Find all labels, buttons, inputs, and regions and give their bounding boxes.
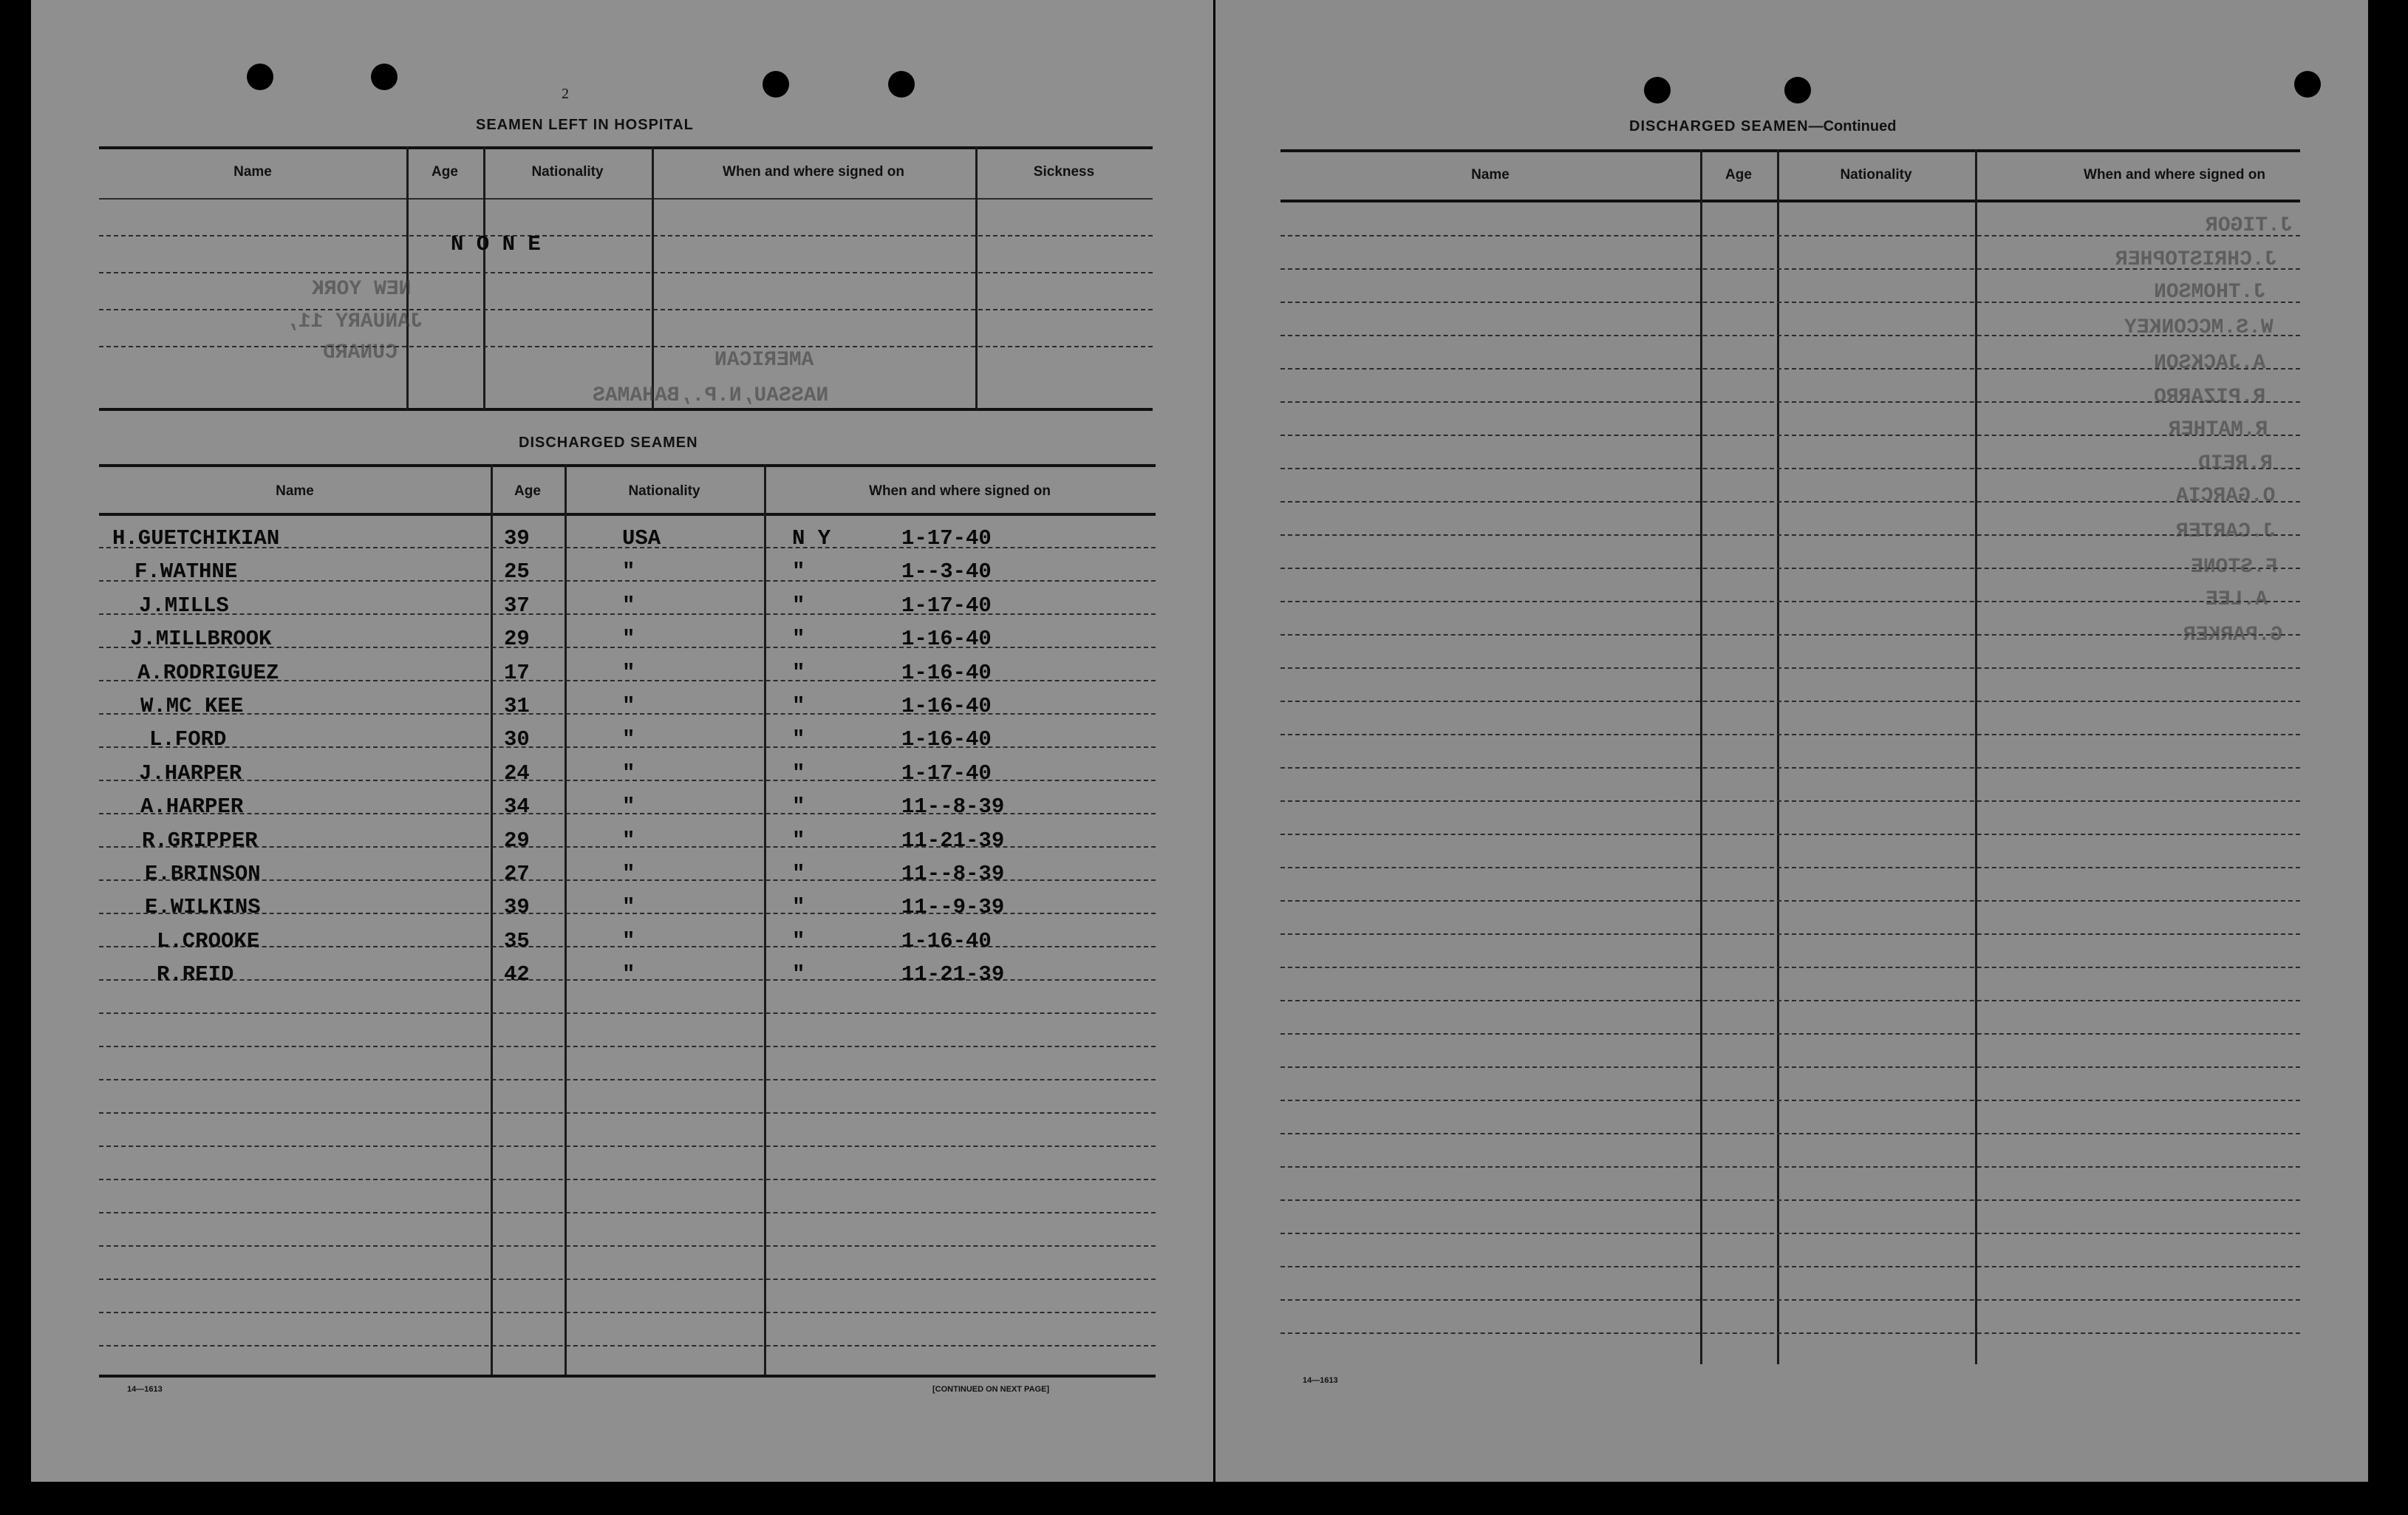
right-page xyxy=(1215,0,2368,1482)
ruled-line xyxy=(1280,867,2300,868)
ruled-line xyxy=(1280,1166,2300,1168)
seaman-nationality: " xyxy=(622,828,635,853)
seaman-nationality: " xyxy=(622,794,635,820)
punch-hole xyxy=(1784,77,1811,103)
signed-on-place: " xyxy=(792,660,805,685)
ruled-line xyxy=(1280,235,2300,236)
column-header-name: Name xyxy=(276,483,314,499)
column-divider xyxy=(565,464,567,1378)
table-rule xyxy=(99,346,1153,347)
seaman-age: 34 xyxy=(504,794,530,820)
ruled-line xyxy=(1280,1033,2300,1035)
table-rule xyxy=(99,198,1153,200)
ruled-line xyxy=(1280,767,2300,769)
ruled-line xyxy=(1280,1266,2300,1267)
ruled-line xyxy=(99,1312,1156,1313)
signed-on-place: " xyxy=(792,694,805,718)
ruled-line xyxy=(1280,900,2300,902)
ruled-line xyxy=(99,1345,1156,1347)
signed-on-date: 1-17-40 xyxy=(901,526,992,551)
seaman-name: A.RODRIGUEZ xyxy=(137,660,279,685)
column-header-name: Name xyxy=(233,164,272,180)
ruled-line xyxy=(1280,401,2300,403)
bleed-through-text: J.CARTER xyxy=(2176,520,2276,543)
seaman-name: L.CROOKE xyxy=(157,928,260,953)
seaman-age: 39 xyxy=(504,526,530,551)
column-divider xyxy=(1975,149,1977,1364)
ruled-line xyxy=(1280,1199,2300,1201)
bleed-through-text: NASSAU,N.P.,BAHAMAS xyxy=(593,384,829,407)
punch-hole xyxy=(1644,77,1671,103)
seaman-nationality: USA xyxy=(622,526,661,551)
ruled-line xyxy=(1280,800,2300,802)
ruled-line xyxy=(1280,534,2300,536)
column-divider xyxy=(652,146,654,409)
table-rule xyxy=(99,464,1156,467)
column-divider xyxy=(491,464,493,1378)
punch-hole xyxy=(888,71,915,98)
table-rule xyxy=(1280,149,2300,152)
bleed-through-text: CUNARD xyxy=(323,341,398,364)
signed-on-place: " xyxy=(792,760,805,786)
seaman-nationality: " xyxy=(622,627,635,652)
left-page xyxy=(31,0,1213,1482)
column-header-age: Age xyxy=(1725,167,1752,183)
seaman-nationality: " xyxy=(622,727,635,752)
continued-note: [CONTINUED ON NEXT PAGE] xyxy=(932,1385,1050,1394)
bleed-through-text: A.LEE xyxy=(2206,588,2268,611)
column-header-signed-on: When and where signed on xyxy=(2084,167,2265,183)
column-divider xyxy=(1700,149,1702,1364)
signed-on-date: 1-16-40 xyxy=(901,627,992,652)
column-header-name: Name xyxy=(1471,167,1510,183)
table-rule xyxy=(99,513,1156,516)
table-rule xyxy=(99,1375,1156,1378)
ruled-line xyxy=(99,1112,1156,1114)
seaman-name: J.HARPER xyxy=(139,760,242,786)
ruled-line xyxy=(1280,1332,2300,1334)
ruled-line xyxy=(1280,634,2300,636)
ruled-line xyxy=(99,1079,1156,1080)
hospital-section-title: SEAMEN LEFT IN HOSPITAL xyxy=(476,117,694,133)
bleed-through-text: A.JACKSON xyxy=(2154,352,2266,375)
seaman-name: W.MC KEE xyxy=(140,694,244,718)
signed-on-date: 11--9-39 xyxy=(901,895,1005,920)
signed-on-place: N Y xyxy=(792,526,831,551)
column-header-age: Age xyxy=(432,164,458,180)
ruled-line xyxy=(1280,435,2300,436)
table-rule xyxy=(99,272,1153,273)
ruled-line xyxy=(1280,468,2300,469)
column-header-signed-on: When and where signed on xyxy=(869,483,1051,499)
bleed-through-text: R.MATHER xyxy=(2169,418,2268,441)
seaman-nationality: " xyxy=(622,962,635,987)
seaman-age: 17 xyxy=(504,660,530,685)
bleed-through-text: AMERICAN xyxy=(714,349,814,372)
signed-on-date: 1-16-40 xyxy=(901,694,992,718)
seaman-nationality: " xyxy=(622,928,635,953)
punch-hole xyxy=(371,64,398,90)
ruled-line xyxy=(1280,834,2300,835)
ruled-line xyxy=(1280,667,2300,669)
bleed-through-text: R.REID xyxy=(2198,452,2273,475)
seaman-age: 31 xyxy=(504,694,530,718)
seaman-nationality: " xyxy=(622,760,635,786)
ruled-line xyxy=(1280,368,2300,370)
seaman-nationality: " xyxy=(622,862,635,886)
column-divider xyxy=(1777,149,1779,1364)
punch-hole xyxy=(2294,71,2321,98)
seaman-age: 42 xyxy=(504,962,530,987)
signed-on-date: 11-21-39 xyxy=(901,828,1005,853)
seaman-nationality: " xyxy=(622,559,635,585)
signed-on-date: 11-21-39 xyxy=(901,962,1005,987)
page-number: 2 xyxy=(562,86,569,102)
ruled-line xyxy=(1280,967,2300,968)
ruled-line xyxy=(1280,1066,2300,1068)
seaman-age: 27 xyxy=(504,862,530,886)
signed-on-date: 1-17-40 xyxy=(901,760,992,786)
form-number: 14—1613 xyxy=(127,1385,163,1394)
seaman-age: 37 xyxy=(504,593,530,618)
ruled-line xyxy=(1280,1100,2300,1101)
seaman-name: R.GRIPPER xyxy=(142,828,258,853)
signed-on-date: 1--3-40 xyxy=(901,559,992,585)
bleed-through-text: J.THOMSON xyxy=(2154,281,2266,304)
ruled-line xyxy=(99,1212,1156,1213)
seaman-nationality: " xyxy=(622,694,635,718)
table-rule xyxy=(99,408,1153,411)
table-rule xyxy=(99,146,1153,149)
bleed-through-text: R.PIZARRO xyxy=(2154,386,2266,409)
ruled-line xyxy=(1280,302,2300,303)
seaman-nationality: " xyxy=(622,895,635,920)
signed-on-date: 1-16-40 xyxy=(901,660,992,685)
seaman-age: 24 xyxy=(504,760,530,786)
bleed-through-text: J.TIGOR xyxy=(2206,214,2293,237)
column-header-nationality: Nationality xyxy=(531,164,604,180)
right-section-title xyxy=(1629,118,1896,135)
seaman-name: H.GUETCHIKIAN xyxy=(112,526,280,551)
seaman-name: J.MILLBROOK xyxy=(130,627,272,652)
signed-on-place: " xyxy=(792,627,805,652)
signed-on-place: " xyxy=(792,962,805,987)
bleed-through-text: G.PARKER xyxy=(2183,624,2283,647)
right-section-title-suffix: —Continued xyxy=(1808,118,1897,135)
seaman-name: A.HARPER xyxy=(140,794,244,820)
form-number: 14—1613 xyxy=(1303,1376,1338,1385)
table-rule xyxy=(99,309,1153,310)
ruled-line xyxy=(99,1145,1156,1147)
seaman-nationality: " xyxy=(622,660,635,685)
seaman-name: J.MILLS xyxy=(139,593,229,618)
ruled-line xyxy=(1280,501,2300,503)
column-header-nationality: Nationality xyxy=(1840,167,1912,183)
right-section-title-main: DISCHARGED SEAMEN xyxy=(1629,118,1809,135)
seaman-name: R.REID xyxy=(157,962,234,987)
hospital-none-entry: N O N E xyxy=(451,232,541,256)
table-rule xyxy=(99,235,1153,236)
ruled-line xyxy=(99,1279,1156,1280)
ruled-line xyxy=(1280,568,2300,569)
table-rule xyxy=(1280,200,2300,202)
signed-on-place: " xyxy=(792,895,805,920)
signed-on-place: " xyxy=(792,928,805,953)
seaman-age: 30 xyxy=(504,727,530,752)
seaman-name: F.WATHNE xyxy=(134,559,238,585)
signed-on-place: " xyxy=(792,559,805,585)
signed-on-place: " xyxy=(792,862,805,886)
column-header-age: Age xyxy=(514,483,541,499)
seaman-age: 29 xyxy=(504,627,530,652)
ruled-line xyxy=(1280,701,2300,702)
bleed-through-text: JANUARY 11, xyxy=(286,310,423,333)
seaman-age: 35 xyxy=(504,928,530,953)
ruled-line xyxy=(1280,1233,2300,1234)
column-header-signed-on: When and where signed on xyxy=(723,164,904,180)
ruled-line xyxy=(99,1179,1156,1180)
seaman-nationality: " xyxy=(622,593,635,618)
seaman-age: 39 xyxy=(504,895,530,920)
column-divider xyxy=(483,146,485,409)
signed-on-place: " xyxy=(792,727,805,752)
signed-on-date: 11--8-39 xyxy=(901,794,1005,820)
bleed-through-text: F.STONE xyxy=(2191,556,2278,579)
bleed-through-text: J.CHRISTOPHER xyxy=(2115,248,2277,271)
column-divider xyxy=(764,464,766,1378)
punch-hole xyxy=(763,71,789,98)
ruled-line xyxy=(99,1245,1156,1247)
column-divider xyxy=(975,146,978,409)
seaman-name: E.BRINSON xyxy=(145,862,261,886)
seaman-name: E.WILKINS xyxy=(145,895,261,920)
signed-on-place: " xyxy=(792,828,805,853)
ruled-line xyxy=(99,1046,1156,1047)
signed-on-date: 1-16-40 xyxy=(901,727,992,752)
signed-on-date: 1-16-40 xyxy=(901,928,992,953)
bleed-through-text: O.GARCIA xyxy=(2176,485,2276,508)
ruled-line xyxy=(1280,1133,2300,1134)
seaman-age: 29 xyxy=(504,828,530,853)
column-header-nationality: Nationality xyxy=(628,483,700,499)
seaman-name: L.FORD xyxy=(149,727,227,752)
ruled-line xyxy=(1280,734,2300,735)
seaman-age: 25 xyxy=(504,559,530,585)
signed-on-place: " xyxy=(792,794,805,820)
ruled-line xyxy=(1280,1000,2300,1001)
signed-on-date: 1-17-40 xyxy=(901,593,992,618)
signed-on-date: 11--8-39 xyxy=(901,862,1005,886)
discharged-section-title: DISCHARGED SEAMEN xyxy=(519,435,698,451)
column-header-sickness: Sickness xyxy=(1033,164,1095,180)
ruled-line xyxy=(99,1012,1156,1014)
bleed-through-text: NEW YORK xyxy=(312,278,412,301)
bleed-through-text: W.S.MCCONKEY xyxy=(2124,316,2274,339)
signed-on-place: " xyxy=(792,593,805,618)
punch-hole xyxy=(247,64,273,90)
ruled-line xyxy=(1280,1299,2300,1301)
ruled-line xyxy=(1280,601,2300,602)
ruled-line xyxy=(1280,933,2300,935)
